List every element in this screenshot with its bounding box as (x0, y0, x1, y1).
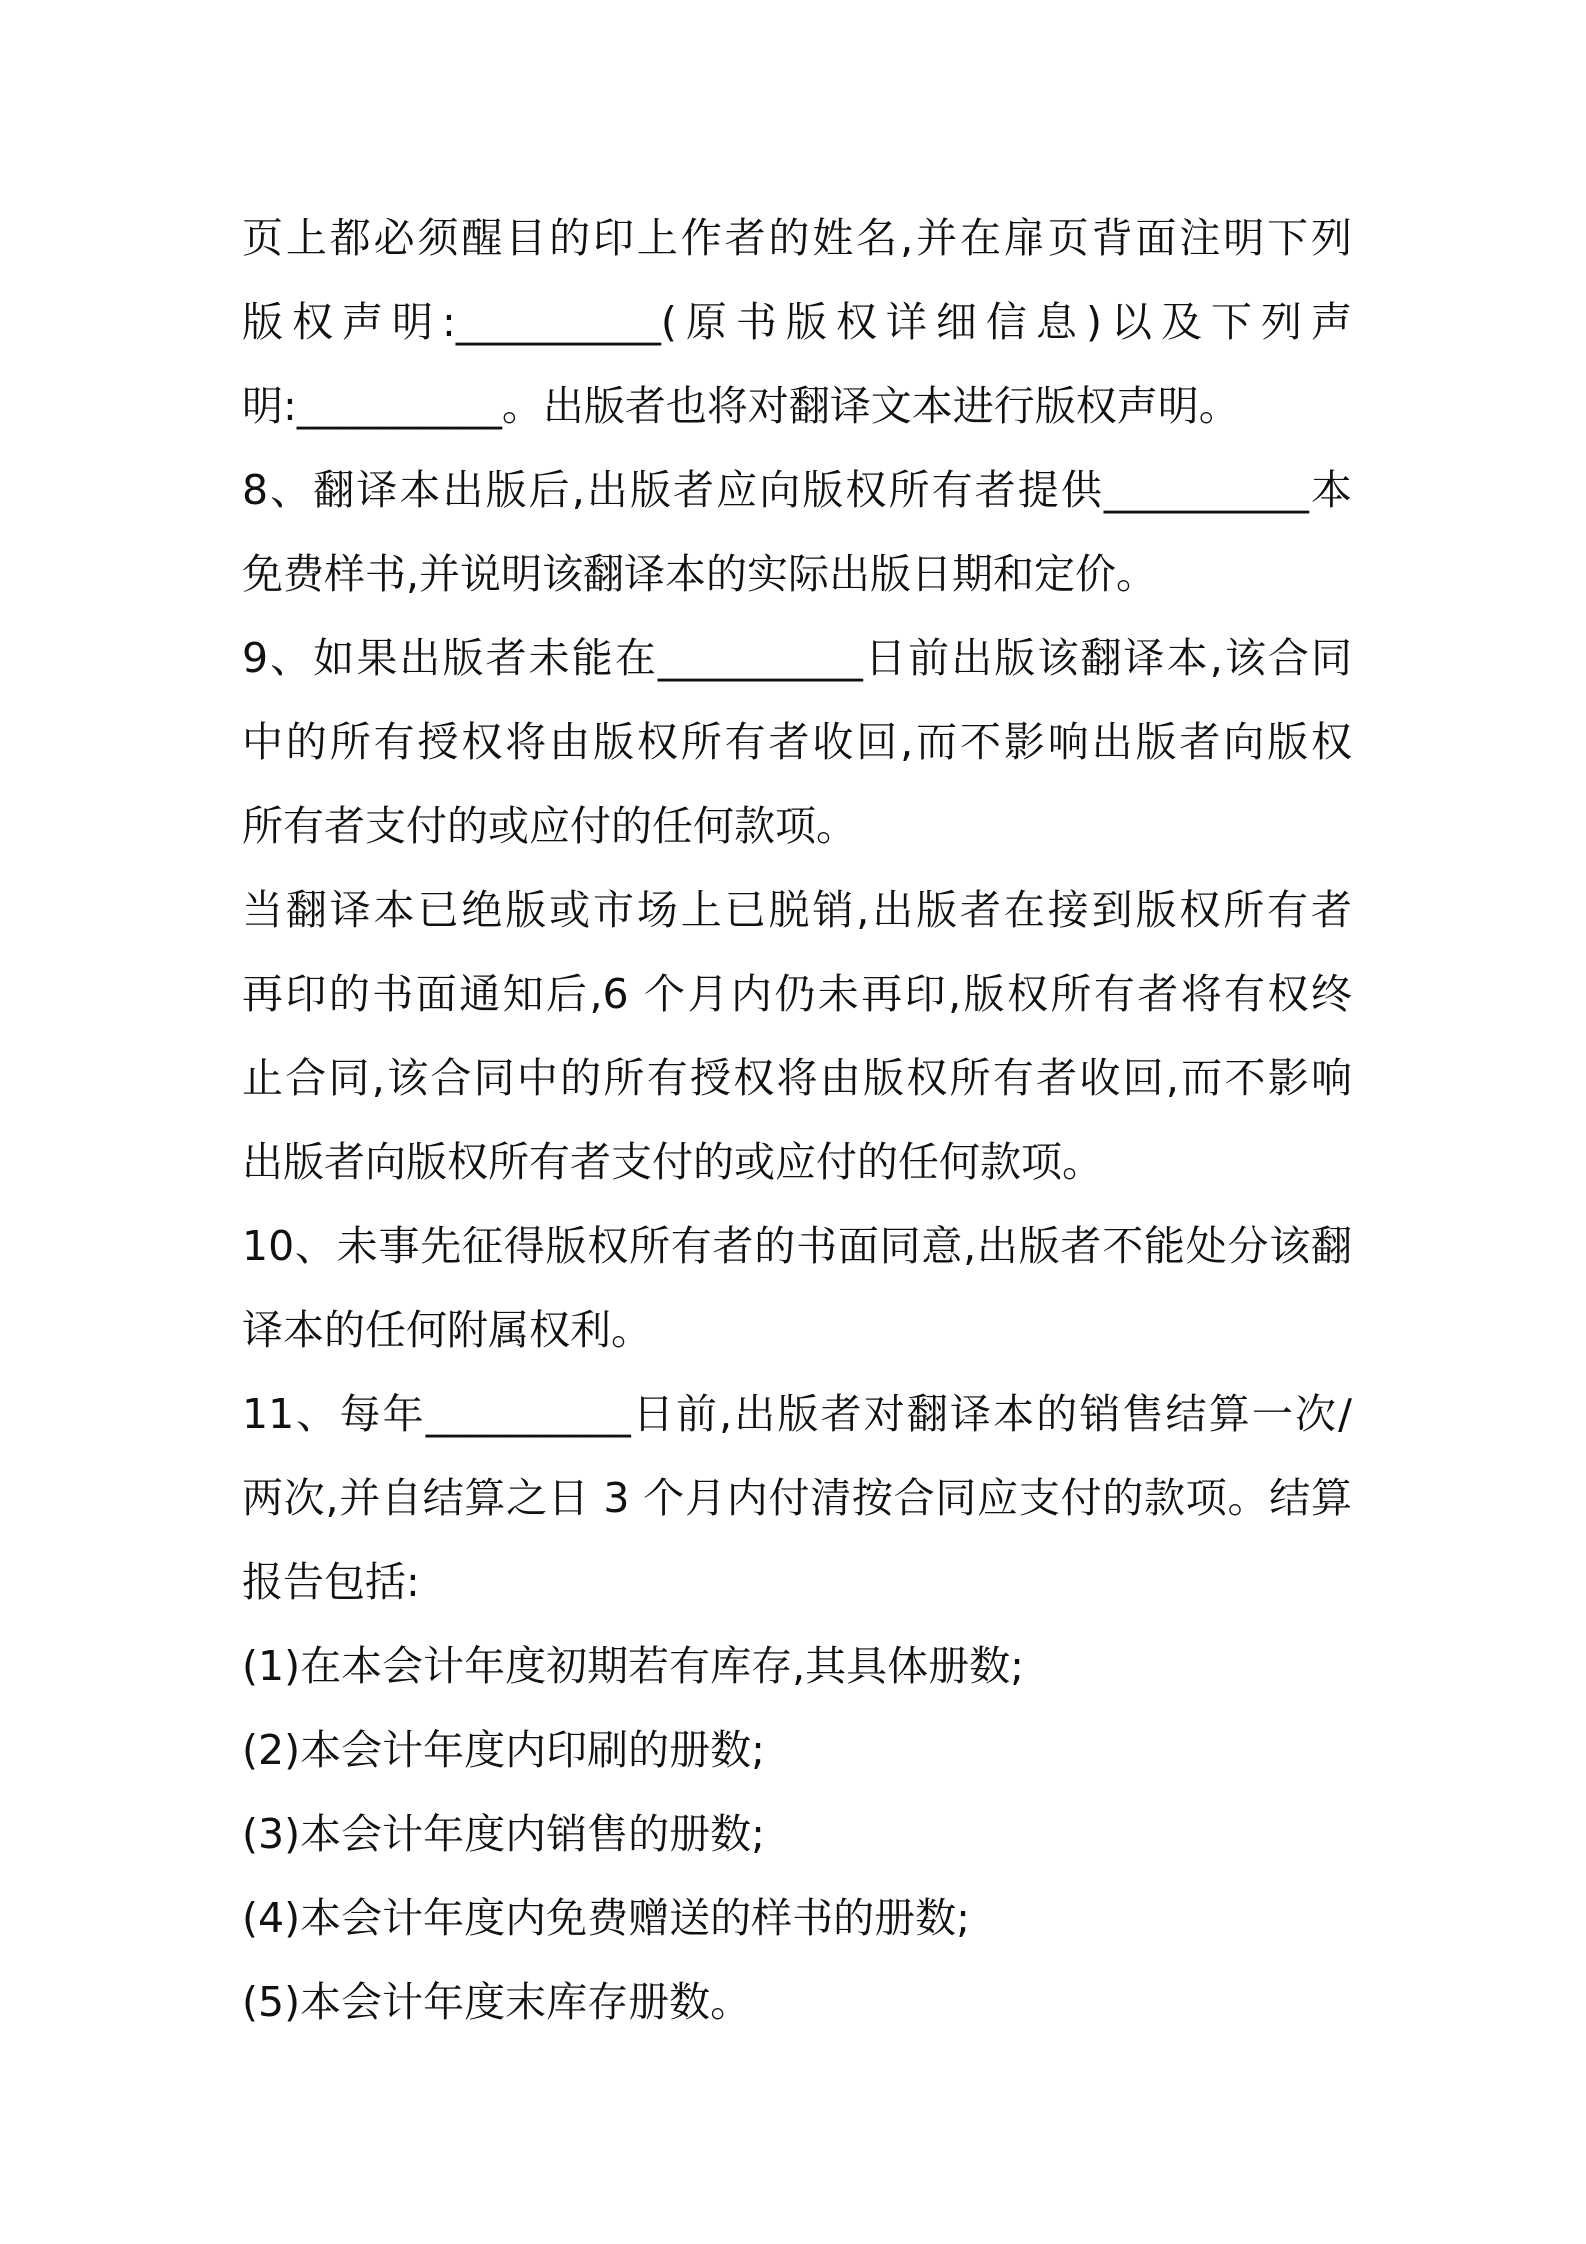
list-item: (4)本会计年度内免费赠送的样书的册数; (242, 1894, 970, 1942)
text-line: 出版者向版权所有者支付的或应付的任何款项。 (242, 1138, 1103, 1186)
text-line: 中的所有授权将由版权所有者收回,而不影响出版者向版权 (242, 718, 1352, 766)
clause-9-line: 9、如果出版者未能在__________日前出版该翻译本,该合同 (242, 634, 1352, 682)
list-item: (1)在本会计年度初期若有库存,其具体册数; (242, 1642, 1024, 1690)
text-line: 再印的书面通知后,6 个月内仍未再印,版权所有者将有权终 (242, 970, 1352, 1018)
text-line: 免费样书,并说明该翻译本的实际出版日期和定价。 (242, 550, 1158, 598)
text-line: 明:__________。出版者也将对翻译文本进行版权声明。 (242, 382, 1240, 430)
document-body (242, 196, 1352, 2044)
text-line: 报告包括: (242, 1558, 420, 1606)
list-item: (5)本会计年度末库存册数。 (242, 1978, 752, 2026)
list-item: (3)本会计年度内销售的册数; (242, 1810, 765, 1858)
clause-10-line: 10、未事先征得版权所有者的书面同意,出版者不能处分该翻 (242, 1222, 1352, 1270)
clause-8-line: 8、翻译本出版后,出版者应向版权所有者提供__________本 (242, 466, 1352, 514)
list-item: (2)本会计年度内印刷的册数; (242, 1726, 765, 1774)
text-line: 两次,并自结算之日 3 个月内付清按合同应支付的款项。结算 (242, 1474, 1352, 1522)
text-line: 版权声明:__________(原书版权详细信息)以及下列声 (242, 298, 1352, 346)
text-line: 页上都必须醒目的印上作者的姓名,并在扉页背面注明下列 (242, 214, 1352, 262)
text-line: 止合同,该合同中的所有授权将由版权所有者收回,而不影响 (242, 1054, 1352, 1102)
text-line: 译本的任何附属权利。 (242, 1306, 652, 1354)
text-line: 当翻译本已绝版或市场上已脱销,出版者在接到版权所有者 (242, 886, 1352, 934)
text-line: 所有者支付的或应付的任何款项。 (242, 802, 857, 850)
clause-11-line: 11、每年__________日前,出版者对翻译本的销售结算一次/ (242, 1390, 1352, 1438)
